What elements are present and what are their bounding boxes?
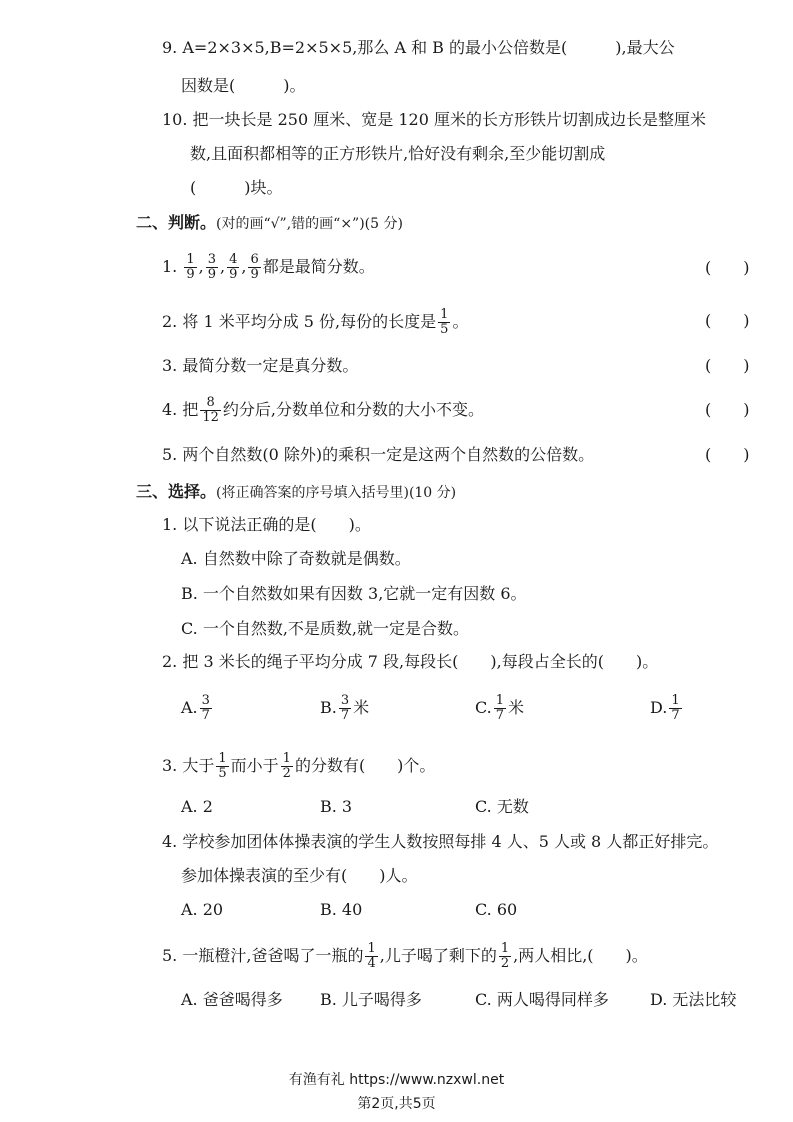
- fraction: [216, 752, 228, 781]
- fraction: [206, 253, 218, 282]
- choice-q3-option-a: A. 2: [181, 797, 213, 816]
- fraction-numerator: 1: [495, 693, 505, 708]
- fraction: [494, 694, 506, 723]
- fraction-denominator: 7: [671, 708, 680, 723]
- option-label: D.: [650, 698, 668, 717]
- fraction-denominator: 7: [495, 708, 505, 723]
- judge-item-4-prefix: 4. 把: [162, 400, 199, 419]
- fraction: [200, 396, 221, 425]
- fraction-numerator: 1: [282, 751, 291, 766]
- fraction-denominator: 4: [367, 956, 376, 971]
- option-label: A.: [181, 698, 198, 717]
- fraction: [200, 694, 212, 723]
- judge-item-1-text: 都是最简分数。: [262, 257, 375, 276]
- choice-q2-option-a: [181, 694, 214, 723]
- fraction: [438, 308, 450, 337]
- fraction-numerator: 1: [440, 307, 449, 322]
- choice-q5-option-d: D. 无法比较: [650, 990, 737, 1009]
- choice-q1-option-a: A. 自然数中除了奇数就是偶数。: [181, 549, 411, 568]
- choice-q1-option-b: B. 一个自然数如果有因数 3,它就一定有因数 6。: [181, 584, 527, 603]
- fraction: [669, 694, 681, 723]
- answer-paren: ( ): [705, 356, 750, 375]
- fraction-numerator: 3: [201, 693, 210, 708]
- fraction-numerator: 1: [500, 941, 510, 956]
- fraction-numerator: 1: [367, 941, 376, 956]
- choice-q4-option-a: A. 20: [181, 900, 224, 919]
- fraction-denominator: 9: [186, 267, 195, 282]
- section2-title: 二、判断。: [136, 213, 217, 232]
- fraction-denominator: 9: [207, 267, 217, 282]
- choice-q5-option-a: A. 爸爸喝得多: [181, 990, 283, 1009]
- stem-prefix: 5. 一瓶橙汁,爸爸喝了一瓶的: [162, 946, 364, 965]
- fraction-denominator: 9: [250, 267, 259, 282]
- fraction-numerator: 1: [218, 751, 227, 766]
- stem-middle: ,儿子喝了剩下的: [379, 946, 497, 965]
- judge-item-2-suffix: 。: [452, 312, 469, 331]
- page-number: 第2页,共5页: [357, 1096, 436, 1112]
- fraction: [499, 942, 511, 971]
- fraction-denominator: 2: [500, 956, 510, 971]
- fraction-numerator: 8: [206, 395, 215, 410]
- fraction: [339, 694, 351, 723]
- judge-item-1-prefix: 1.: [162, 257, 183, 276]
- q10-line2: 数,且面积都相等的正方形铁片,恰好没有剩余,至少能切割成: [190, 144, 606, 163]
- judge-item-2-prefix: 2. 将 1 米平均分成 5 份,每份的长度是: [162, 312, 437, 331]
- fraction-numerator: 1: [671, 693, 680, 708]
- section2-note: (对的画“√”,错的画“×”)(5 分): [216, 216, 403, 232]
- fraction-numerator: 3: [207, 252, 217, 267]
- section3-note: (将正确答案的序号填入括号里)(10 分): [216, 485, 457, 501]
- fraction: [227, 253, 239, 282]
- choice-q3-option-c: C. 无数: [475, 797, 529, 816]
- option-label: C.: [475, 698, 492, 717]
- section2-heading: [136, 211, 403, 236]
- fraction-numerator: 4: [229, 252, 238, 267]
- judge-item-1: 1. $\frac{1}{9}$ , $\frac{3}{9}$ , $\frac{4}{9}$ , $\frac{6}{9}$ 都是最简分数。: [162, 252, 375, 282]
- choice-q4-option-b: B. 40: [320, 900, 363, 919]
- stem-suffix: ,两人相比,( )。: [513, 946, 648, 965]
- fraction-denominator: 2: [282, 766, 291, 781]
- fraction-denominator: 9: [229, 267, 238, 282]
- choice-q4-line2: 参加体操表演的至少有( )人。: [181, 866, 418, 885]
- choice-q2-option-c: [475, 694, 524, 723]
- choice-q2-option-d: [650, 694, 684, 723]
- answer-paren: ( ): [705, 400, 750, 419]
- stem-suffix: 的分数有( )个。: [294, 756, 436, 775]
- fraction-denominator: 5: [218, 766, 227, 781]
- fraction-numerator: 6: [250, 252, 259, 267]
- judge-item-4: [162, 396, 484, 425]
- choice-q3-option-b: B. 3: [320, 797, 353, 816]
- choice-q1-stem: 1. 以下说法正确的是( )。: [162, 515, 371, 534]
- choice-q5-option-b: B. 儿子喝得多: [320, 990, 422, 1009]
- section3-title: 三、选择。: [136, 482, 217, 501]
- fraction-denominator: 7: [201, 708, 210, 723]
- answer-paren: ( ): [705, 445, 750, 464]
- fraction-denominator: 12: [202, 410, 219, 425]
- q9-line2: 因数是( )。: [181, 76, 306, 95]
- fraction-denominator: 5: [440, 322, 449, 337]
- option-unit: 米: [508, 698, 525, 717]
- answer-paren: ( ): [705, 258, 750, 277]
- stem-middle: 而小于: [230, 756, 279, 775]
- choice-q2-option-b: [320, 694, 369, 723]
- judge-item-2: [162, 308, 468, 337]
- judge-item-5: 5. 两个自然数(0 除外)的乘积一定是这两个自然数的公倍数。: [162, 445, 595, 464]
- choice-q5-option-c: C. 两人喝得同样多: [475, 990, 609, 1009]
- fraction-numerator: 1: [186, 252, 195, 267]
- q10-line3: ( )块。: [190, 178, 283, 197]
- judge-item-4-suffix: 约分后,分数单位和分数的大小不变。: [222, 400, 484, 419]
- fraction: [281, 752, 293, 781]
- stem-prefix: 3. 大于: [162, 756, 215, 775]
- choice-q5-stem: [162, 942, 648, 971]
- option-label: B.: [320, 698, 337, 717]
- watermark-text: 有渔有礼 https://www.nzxwl.net: [288, 1072, 505, 1088]
- judge-item-3: 3. 最简分数一定是真分数。: [162, 356, 359, 375]
- section3-heading: [136, 480, 456, 505]
- fraction: [248, 253, 260, 282]
- fraction-numerator: 3: [340, 693, 350, 708]
- q10-line1: 10. 把一块长是 250 厘米、宽是 120 厘米的长方形铁片切割成边长是整厘米: [162, 110, 706, 129]
- fraction: [365, 942, 377, 971]
- q9-line1: 9. A=2×3×5,B=2×5×5,那么 A 和 B 的最小公倍数是( ),最大公: [162, 38, 675, 57]
- choice-q1-option-c: C. 一个自然数,不是质数,就一定是合数。: [181, 619, 470, 638]
- choice-q3-stem: [162, 752, 435, 781]
- fraction: [184, 253, 196, 282]
- fraction-denominator: 7: [340, 708, 350, 723]
- choice-q2-stem: 2. 把 3 米长的绳子平均分成 7 段,每段长( ),每段占全长的( )。: [162, 652, 659, 671]
- option-unit: 米: [353, 698, 370, 717]
- answer-paren: ( ): [705, 311, 750, 330]
- choice-q4-option-c: C. 60: [475, 900, 518, 919]
- choice-q4-line1: 4. 学校参加团体体操表演的学生人数按照每排 4 人、5 人或 8 人都正好排完。: [162, 832, 719, 851]
